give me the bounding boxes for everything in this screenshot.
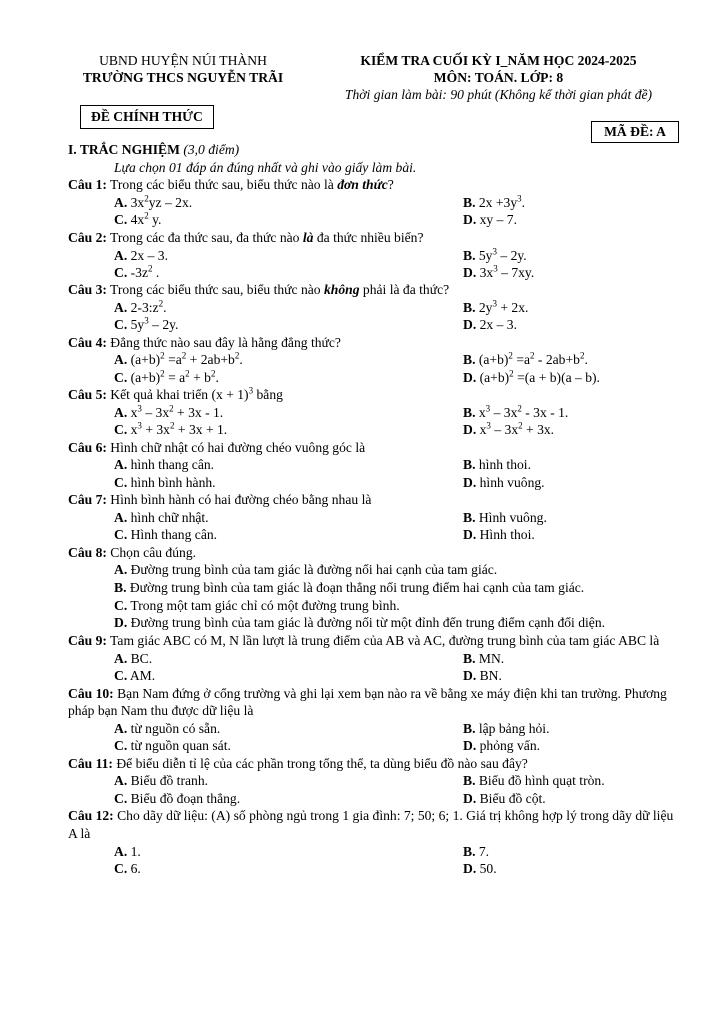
question-2 [68,229,679,281]
question-number: Câu 6: [68,439,107,455]
options-grid [68,194,679,229]
exam-title: KIỂM TRA CUỐI KỲ I_NĂM HỌC 2024-2025 [360,53,637,68]
option-b: B. hình thoi. [463,457,531,473]
option-c: C. Biểu đồ đoạn thẳng. [114,790,241,806]
option-b: B. $2y^3 + 2x$. [463,298,529,315]
options-grid [68,456,679,491]
option-d: D. phỏng vấn. [463,738,541,754]
question-text: Câu 6: Hình chữ nhật có hai đường chéo vuông góc là [68,439,366,455]
option-b: B. MN. [463,650,505,666]
option-a: A. 1. [114,843,141,859]
box-row [68,103,679,145]
exam-code: MÃ ĐỀ: A [591,121,679,143]
option-a: A. $2-3:z^2$. [114,298,167,315]
option-d: D. Biểu đồ cột. [463,790,546,806]
option-b: B. $(a+b)^2 =a^2 - 2ab+b^2$. [463,350,588,368]
question-number: Câu 7: [68,492,107,508]
option-b: B. lập bảng hỏi. [463,720,550,736]
question-text: Câu 12: Cho dãy dữ liệu: (A) số phòng ngủ trong 1 gia đình: 7; 50; 6; 1. Giá trị không hợp lý trong dãy dữ liệu A là [68,808,674,841]
question-text: Câu 10: Bạn Nam đứng ở cổng trường và ghi lại xem bạn nào ra về bằng xe máy điện khi tan trường. Phương pháp bạn Nam thu được dữ liệu là [68,685,667,719]
option-b: B. $x^3 - 3x^2 - 3x - 1$. [463,403,569,420]
option-a: A. BC. [114,650,153,666]
option-a: A. Đường trung bình của tam giác là đường nối hai cạnh của tam giác. [114,562,498,578]
option-c: C. $(a+b)^2 = a^2 + b^2$. [114,368,219,385]
question-1 [68,176,679,228]
option-b: B. $5y^3 - 2y$. [463,245,527,263]
question-number: Câu 4: [68,334,107,350]
option-d: D. xy – 7. [463,212,517,228]
options-grid [68,299,679,334]
option-c: C. Hình thang cân. [114,527,218,543]
options-grid [68,351,679,386]
option-d: D. 2x – 3. [463,317,517,333]
instruction: Lựa chọn 01 đáp án đúng nhất và ghi vào giấy làm bài. [114,159,417,175]
question-8 [68,544,679,632]
options-grid [68,509,679,544]
question-number: Câu 5: [68,387,107,403]
option-a: A. Biểu đồ tranh. [114,773,209,789]
question-3 [68,281,679,333]
option-c: C. 6. [114,860,141,876]
option-d: D. $x^3 - 3x^2 + 3x$. [463,420,555,438]
header-left [68,52,298,103]
question-text: Câu 4: Đẳng thức nào sau đây là hằng đẳng thức? [68,334,341,350]
question-12 [68,807,679,877]
option-c: C. $5y^3 - 2y$. [114,315,179,333]
subject-line: MÔN: TOÁN. LỚP: 8 [433,70,564,85]
question-number: Câu 10: [68,685,114,701]
question-number: Câu 8: [68,544,107,560]
option-b: B. Biểu đồ hình quạt tròn. [463,773,605,789]
header [68,52,679,103]
option-b: B. Hình vuông. [463,509,547,525]
option-d: D. BN. [463,668,502,684]
section-points: (3,0 điểm) [183,142,240,157]
question-text: Câu 8: Chọn câu đúng. [68,544,197,560]
option-a: A. $3x^2yz - 2x$. [114,193,193,211]
official-label: ĐỀ CHÍNH THỨC [80,105,214,129]
option-d: D. 50. [463,860,497,876]
option-d: D. Đường trung bình của tam giác là đường nối từ một đỉnh đến trung điểm cạnh đối diện. [114,615,606,631]
district-name: UBND HUYỆN NÚI THÀNH [99,53,267,68]
options-grid [68,772,679,807]
question-5 [68,386,679,438]
question-number: Câu 2: [68,229,107,245]
question-text: Câu 5: Kết quả khai triển $(x + 1)^3$ bằng [68,385,283,403]
option-a: A. hình chữ nhật. [114,509,209,525]
question-7 [68,491,679,543]
question-9 [68,632,679,684]
option-d: D. $(a+b)^2 =(a + b)(a - b)$. [463,368,600,385]
time-note: Thời gian làm bài: 90 phút (Không kể thời gian phát đề) [344,87,653,102]
question-text: Câu 9: Tam giác ABC có M, N lần lượt là trung điểm của AB và AC, đường trung bình của tam giác ABC là [68,633,660,649]
section-heading: I. TRẮC NGHIỆM [68,142,180,157]
question-number: Câu 3: [68,282,107,298]
option-c: C. AM. [114,668,156,684]
option-a: A. hình thang cân. [114,457,215,473]
question-4 [68,334,679,386]
options-grid [68,650,679,685]
option-d: D. hình vuông. [463,474,545,490]
option-c: C. $4x^2$ y. [114,210,162,228]
school-name: TRƯỜNG THCS NGUYỄN TRÃI [82,70,284,85]
options-grid [68,247,679,282]
options-grid [68,843,679,878]
question-number: Câu 9: [68,633,107,649]
options-grid [68,404,679,439]
question-number: Câu 1: [68,177,107,193]
question-10 [68,685,679,755]
question-text: Câu 3: Trong các biểu thức sau, biểu thức nào không phải là đa thức? [68,282,450,298]
question-number: Câu 11: [68,755,113,771]
option-b: B. Đường trung bình của tam giác là đoạn thẳng nối trung điểm hai cạnh của tam giác. [114,580,585,596]
option-c: C. Trong một tam giác chỉ có một đường trung bình. [114,597,400,613]
option-c: C. từ nguồn quan sát. [114,738,231,754]
question-text: Câu 7: Hình bình hành có hai đường chéo bằng nhau là [68,492,372,508]
option-c: C. $-3z^2$ . [114,263,160,280]
option-c: C. hình bình hành. [114,474,216,490]
option-d: D. Hình thoi. [463,527,535,543]
question-text: Câu 2: Trong các đa thức sau, đa thức nào là đa thức nhiều biến? [68,229,424,245]
question-text: Câu 11: Để biểu diễn tỉ lệ của các phần trong tổng thể, ta dùng biểu đồ nào sau đây? [68,755,528,771]
option-d: D. $3x^3 - 7xy$. [463,263,535,280]
option-a: A. từ nguồn có sẵn. [114,720,221,736]
question-6 [68,439,679,491]
header-right [298,52,679,103]
option-b: B. $2x +3y^3$. [463,193,526,211]
question-number: Câu 12: [68,808,114,824]
option-a: A. $x^3 - 3x^2 + 3x - 1$. [114,403,224,420]
question-11 [68,755,679,807]
option-b: B. 7. [463,843,490,859]
question-text: Câu 1: Trong các biểu thức sau, biểu thức nào là đơn thức? [68,177,394,193]
question-list [68,176,679,877]
option-c: C. $x^3 + 3x^2 + 3x + 1$. [114,420,228,438]
option-a: A. 2x – 3. [114,247,168,263]
options-grid [68,720,679,755]
option-a: A. $(a+b)^2 =a^2 + 2ab+b^2$. [114,350,243,368]
